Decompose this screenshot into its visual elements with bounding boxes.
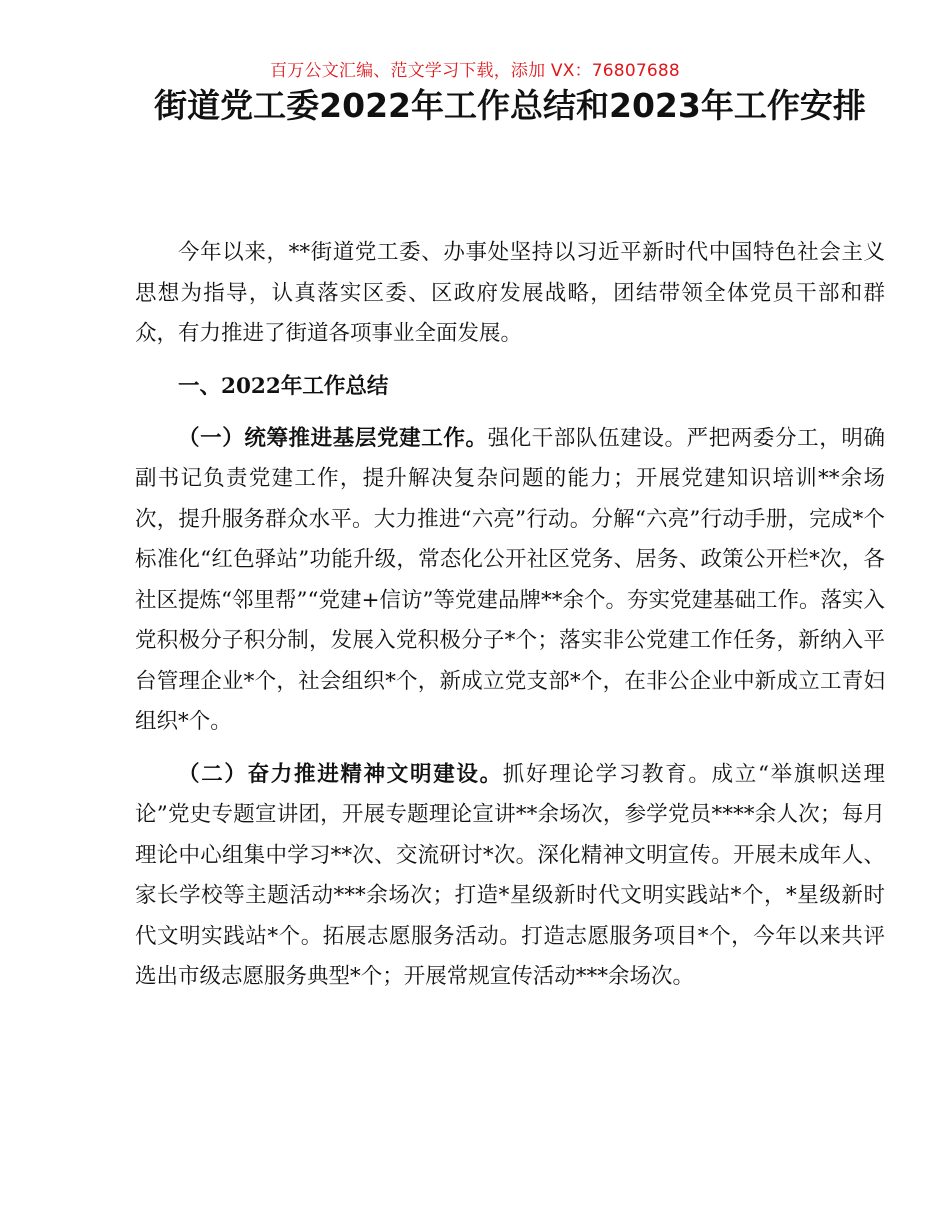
item-paragraph-2 <box>135 755 885 998</box>
item-heading: （二）奋力推进精神文明建设。 <box>178 761 503 787</box>
item-paragraph-1 <box>135 419 885 743</box>
section-heading: 一、2022年工作总结 <box>178 373 389 399</box>
intro-paragraph: 今年以来，**街道党工委、办事处坚持以习近平新时代中国特色社会主义思想为指导，认真落实区委、区政府发展战略，团结带领全体党员干部和群众，有力推进了街道各项事业全面发展。 <box>135 240 885 346</box>
item-text: 抓好理论学习教育。成立“举旗帜送理论”党史专题宣讲团，开展专题理论宣讲**余场次，参学党员****余人次；每月理论中心组集中学习**次、交流研讨*次。深化精神文明宣传。开展未成年人、家长学校等主题活动***余场次；打造*星级新时代文明实践站*个，*星级新时代文明实践站*个。拓展志愿服务活动。打造志愿服务项目*个，今年以来共评选出市级志愿服务典型*个；开展常规宣传活动***余场次。 <box>135 761 885 989</box>
item-text: 强化干部队伍建设。严把两委分工，明确副书记负责党建工作，提升解决复杂问题的能力；开展党建知识培训**余场次，提升服务群众水平。大力推进“六亮”行动。分解“六亮”行动手册，完成*个标准化“红色驿站”功能升级，常态化公开社区党务、居务、政策公开栏*次，各社区提炼“邻里帮”“党建+信访”等党建品牌**余个。夯实党建基础工作。落实入党积极分子积分制，发展入党积极分子*个；落实非公党建工作任务，新纳入平台管理企业*个，社会组织*个，新成立党支部*个，在非公企业中新成立工青妇组织*个。 <box>135 425 885 734</box>
document-title: 街道党工委2022年工作总结和2023年工作安排 <box>154 86 866 125</box>
watermark-banner: 百万公文汇编、范文学习下载，添加 VX：76807688 <box>270 61 680 81</box>
item-heading: （一）统筹推进基层党建工作。 <box>178 425 488 451</box>
document-body <box>135 233 885 1010</box>
